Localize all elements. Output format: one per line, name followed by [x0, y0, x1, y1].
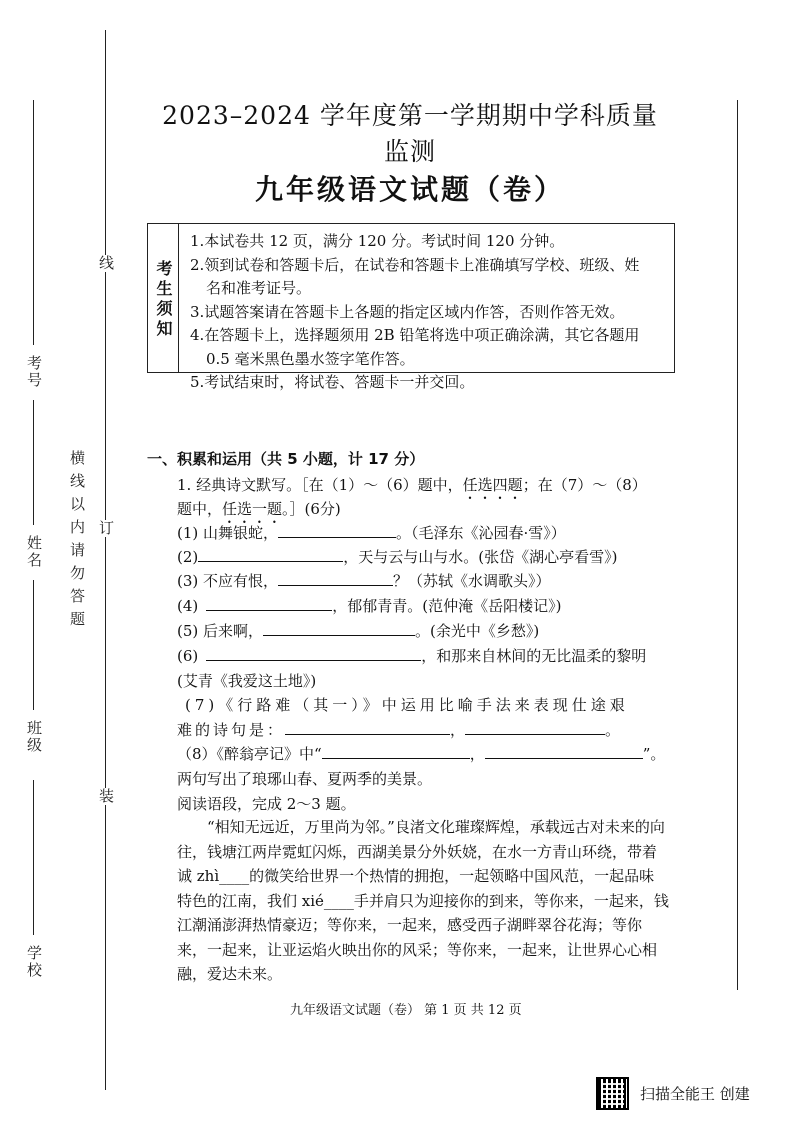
notice-item: 1.本试卷共 12 页，满分 120 分。考试时间 120 分钟。	[190, 232, 565, 250]
q1-text: 。］(6分)	[282, 500, 341, 518]
q1-item-text: （8）《醉翁亭记》中“	[177, 745, 322, 763]
answer-blank[interactable]	[278, 571, 393, 586]
margin-label-xuexiao: 学校	[25, 945, 43, 979]
q1-item-text: (1) 山舞银蛇，	[177, 524, 279, 542]
q1-emphasis: 任选一题	[222, 500, 283, 518]
q1-item-6	[177, 645, 646, 666]
margin-label-xingming: 姓名	[25, 535, 43, 569]
reading-passage: “相知无远近，万里尚为邻。”良渚文化璀璨辉煌，承载远古对未来的向往，钱塘江两岸霓虹闪烁，西湖美景分外妖娆，在水一方青山环绕，带着诚 zhì____的微笑给世界一个热情的拥抱，一起领略中国风范，一起品味特色的江南，我们 xié____手并肩只为迎接你的到来，等你来，一起来，钱江潮涌澎湃热情豪迈；等你来，一起来，感受西子湖畔翠谷花海；等你来，一起来，让亚运焰火映出你的风采；等你来，一起来，让世界心心相融，爱达未来。	[177, 818, 669, 983]
notice-item: 4.在答题卡上，选择题须用 2B 铅笔将选中项正确涂满，其它各题用	[190, 326, 640, 344]
notice-item: 0.5 毫米黑色墨水签字笔作答。	[206, 349, 415, 368]
q1-item-text: (2)	[177, 548, 199, 566]
xingming-blank	[33, 400, 34, 525]
answer-blank[interactable]	[278, 523, 396, 538]
margin-mark-zhuang: 装	[97, 788, 115, 805]
q1-item-source: (艾青《我爱这土地》)	[177, 672, 317, 690]
section-title: 一、积累和运用（共 5 小题，计 17 分）	[147, 450, 425, 468]
q1-item-source: ，天与云与山与水。(张岱《湖心亭看雪》)	[343, 548, 618, 566]
q1-item-4	[177, 595, 561, 616]
margin-mark-ding: 订	[97, 520, 115, 537]
q1-item-7-line-2	[177, 719, 620, 740]
q1-item-source: ，和那来自林间的无比温柔的黎明	[421, 647, 647, 665]
answer-blank[interactable]	[485, 744, 643, 759]
q1-item-6-source	[177, 670, 316, 691]
notice-item: 2.领到试卷和答题卡后，在试卷和答题卡上准确填写学校、班级、姓	[190, 255, 640, 274]
q1-text: ；在（7）～（8）	[522, 476, 647, 494]
q1-item-source: ，郁郁青青。(范仲淹《岳阳楼记》)	[332, 597, 562, 615]
q1-item-text: (6)	[177, 647, 199, 665]
exam-title: 2023–2024 学年度第一学期期中学科质量监测	[162, 101, 658, 166]
q1-item-3	[177, 570, 551, 591]
answer-blank[interactable]	[206, 596, 332, 611]
q1-item-1	[177, 522, 566, 543]
notice-heading: 考生须知	[154, 260, 173, 340]
notice-item: 5.考试结束时，将试卷、答题卡一并交回。	[190, 373, 475, 391]
answer-blank[interactable]	[465, 720, 605, 735]
notice-box	[147, 223, 675, 391]
margin-label-banji: 班级	[25, 720, 43, 754]
answer-blank[interactable]	[322, 744, 470, 759]
margin-label-kaohao: 考号	[25, 355, 43, 389]
answer-blank[interactable]	[198, 547, 343, 562]
q1-item-7-line-1	[185, 694, 629, 715]
q1-item-8-line-2	[177, 768, 432, 789]
banji-blank	[33, 580, 34, 710]
margin-warning: 横线以内请勿答题	[68, 450, 86, 634]
q1-item-text: (5) 后来啊，	[177, 622, 264, 640]
q1-item-text: ”。	[642, 745, 666, 763]
reading-intro: 阅读语段，完成 2～3 题。	[177, 795, 356, 813]
q1-item-5	[177, 620, 539, 641]
q1-item-text: (3) 不应有恨，	[177, 572, 279, 590]
q1-item-text: (4)	[177, 597, 199, 615]
margin-mark-xian: 线	[97, 255, 115, 272]
answer-blank[interactable]	[206, 646, 421, 661]
exam-subtitle: 九年级语文试题（卷）	[254, 173, 565, 206]
q1-emphasis: 任选四题	[462, 476, 523, 494]
notice-list	[190, 230, 670, 395]
scanner-watermark: 扫描全能王 创建	[640, 1085, 750, 1103]
q1-item-source: 。（毛泽东《沁园春·雪》）	[396, 524, 566, 542]
q1-item-text: 两句写出了琅琊山春、夏两季的美景。	[177, 770, 433, 788]
answer-blank[interactable]	[263, 621, 415, 636]
qr-code-icon	[596, 1077, 629, 1110]
notice-item: 3.试题答案请在答题卡上各题的指定区域内作答，否则作答无效。	[190, 302, 625, 321]
q1-item-source: 。(余光中《乡愁》)	[415, 622, 540, 640]
q1-text: 题中，	[177, 500, 223, 518]
margin-line-right-edge	[737, 100, 738, 990]
q1-item-text: 难的诗句是：	[177, 721, 286, 739]
answer-blank[interactable]	[285, 720, 450, 735]
q1-item-8-line-1	[177, 743, 665, 764]
q1-item-text: ，	[450, 721, 466, 739]
notice-heading-cell	[148, 224, 179, 372]
q1-item-text: (7)《行路难（其一）》中运用比喻手法来表现仕途艰	[185, 696, 629, 714]
q1-item-text: ，	[469, 745, 485, 763]
margin-line-left	[105, 30, 106, 1090]
q1-text: 1. 经典诗文默写。［在（1）～（6）题中，	[177, 476, 463, 494]
page-footer: 九年级语文试题（卷） 第 1 页 共 12 页	[290, 1003, 522, 1018]
kaohao-blank	[33, 100, 34, 345]
q1-item-source: ？（苏轼《水调歌头》）	[393, 572, 551, 590]
q1-item-2	[177, 546, 617, 567]
q1-item-text: 。	[605, 721, 621, 739]
xuexiao-blank	[33, 780, 34, 935]
notice-item: 名和准考证号。	[206, 279, 312, 297]
